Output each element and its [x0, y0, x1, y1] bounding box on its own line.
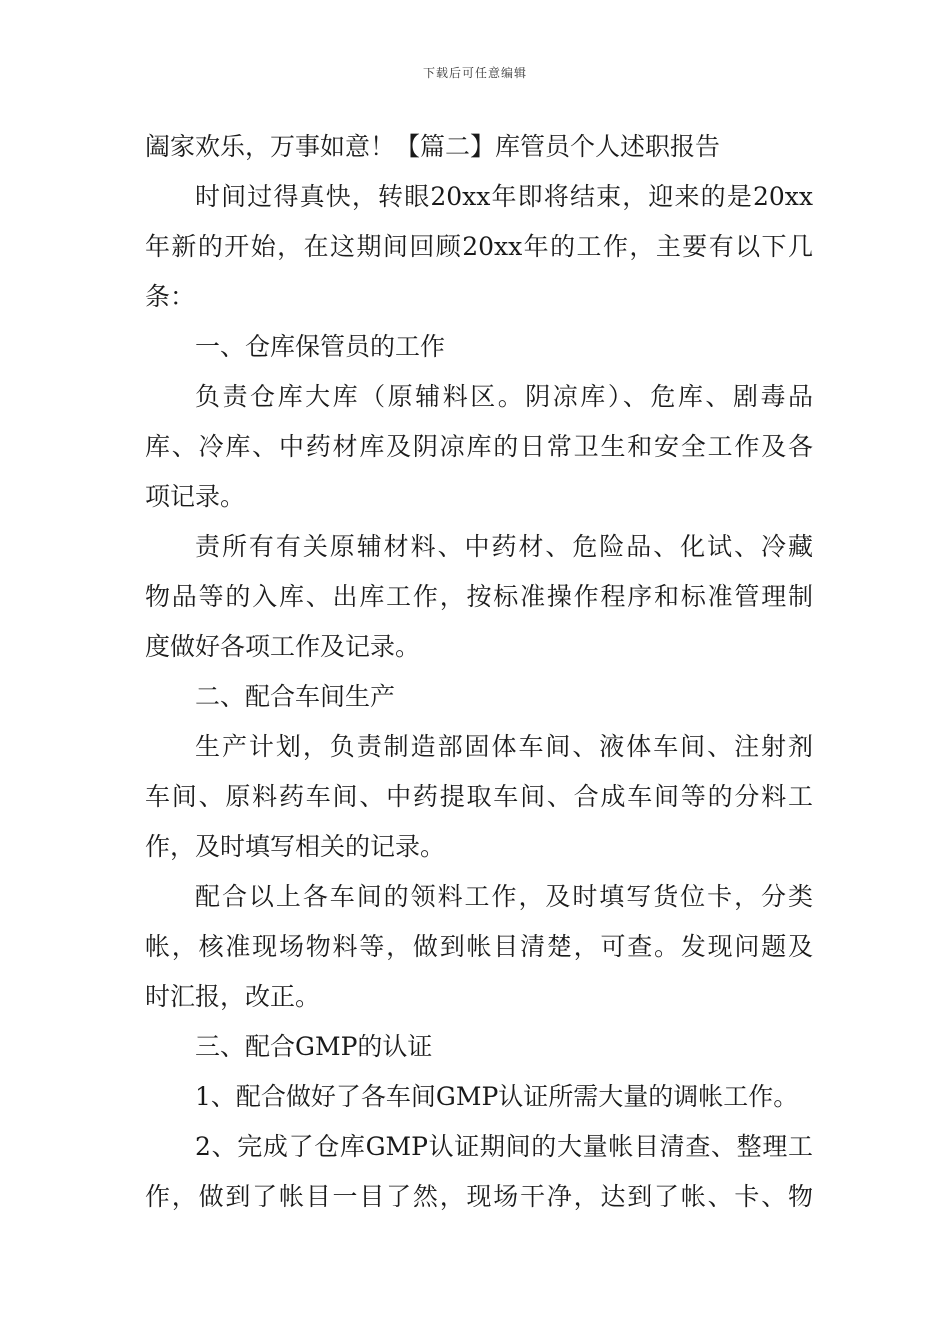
- text-line: 度做好各项工作及记录。: [145, 632, 421, 661]
- text-line: 生产计划，负责制造部固体车间、液体车间、注射剂: [195, 732, 813, 761]
- text-line: 配合以上各车间的领料工作，及时填写货位卡，分类: [195, 882, 813, 911]
- text-line: 物品等的入库、出库工作，按标准操作程序和标准管理制: [145, 582, 813, 611]
- text-line: 作，及时填写相关的记录。: [145, 832, 446, 861]
- text-line: 时间过得真快，转眼20xx年即将结束，迎来的是20xx: [195, 182, 813, 211]
- text-line: 项记录。: [145, 482, 246, 511]
- text-line: 1、配合做好了各车间GMP认证所需大量的调帐工作。: [195, 1082, 799, 1111]
- text-line: 库、冷库、中药材库及阴凉库的日常卫生和安全工作及各: [145, 432, 813, 461]
- text-line: 2、完成了仓库GMP认证期间的大量帐目清查、整理工: [195, 1132, 813, 1161]
- section-heading: 三、配合GMP的认证: [195, 1032, 433, 1061]
- text-line: 车间、原料药车间、中药提取车间、合成车间等的分料工: [145, 782, 813, 811]
- text-line: 作，做到了帐目一目了然，现场干净，达到了帐、卡、物: [145, 1182, 813, 1211]
- text-line: 条：: [145, 282, 196, 311]
- text-line: 阖家欢乐，万事如意！【篇二】库管员个人述职报告: [145, 132, 721, 161]
- section-heading: 一、仓库保管员的工作: [195, 332, 446, 361]
- section-heading: 二、配合车间生产: [195, 682, 396, 711]
- page-header: 下载后可任意编辑: [422, 66, 527, 80]
- text-line: 责所有有关原辅材料、中药材、危险品、化试、冷藏: [195, 532, 813, 561]
- document-body: [145, 122, 813, 1222]
- text-line: 年新的开始，在这期间回顾20xx年的工作，主要有以下几: [145, 232, 813, 261]
- text-line: 帐，核准现场物料等，做到帐目清楚，可查。发现问题及: [145, 932, 813, 961]
- text-line: 负责仓库大库（原辅料区。阴凉库）、危库、剧毒品: [195, 382, 813, 411]
- text-line: 时汇报，改正。: [145, 982, 321, 1011]
